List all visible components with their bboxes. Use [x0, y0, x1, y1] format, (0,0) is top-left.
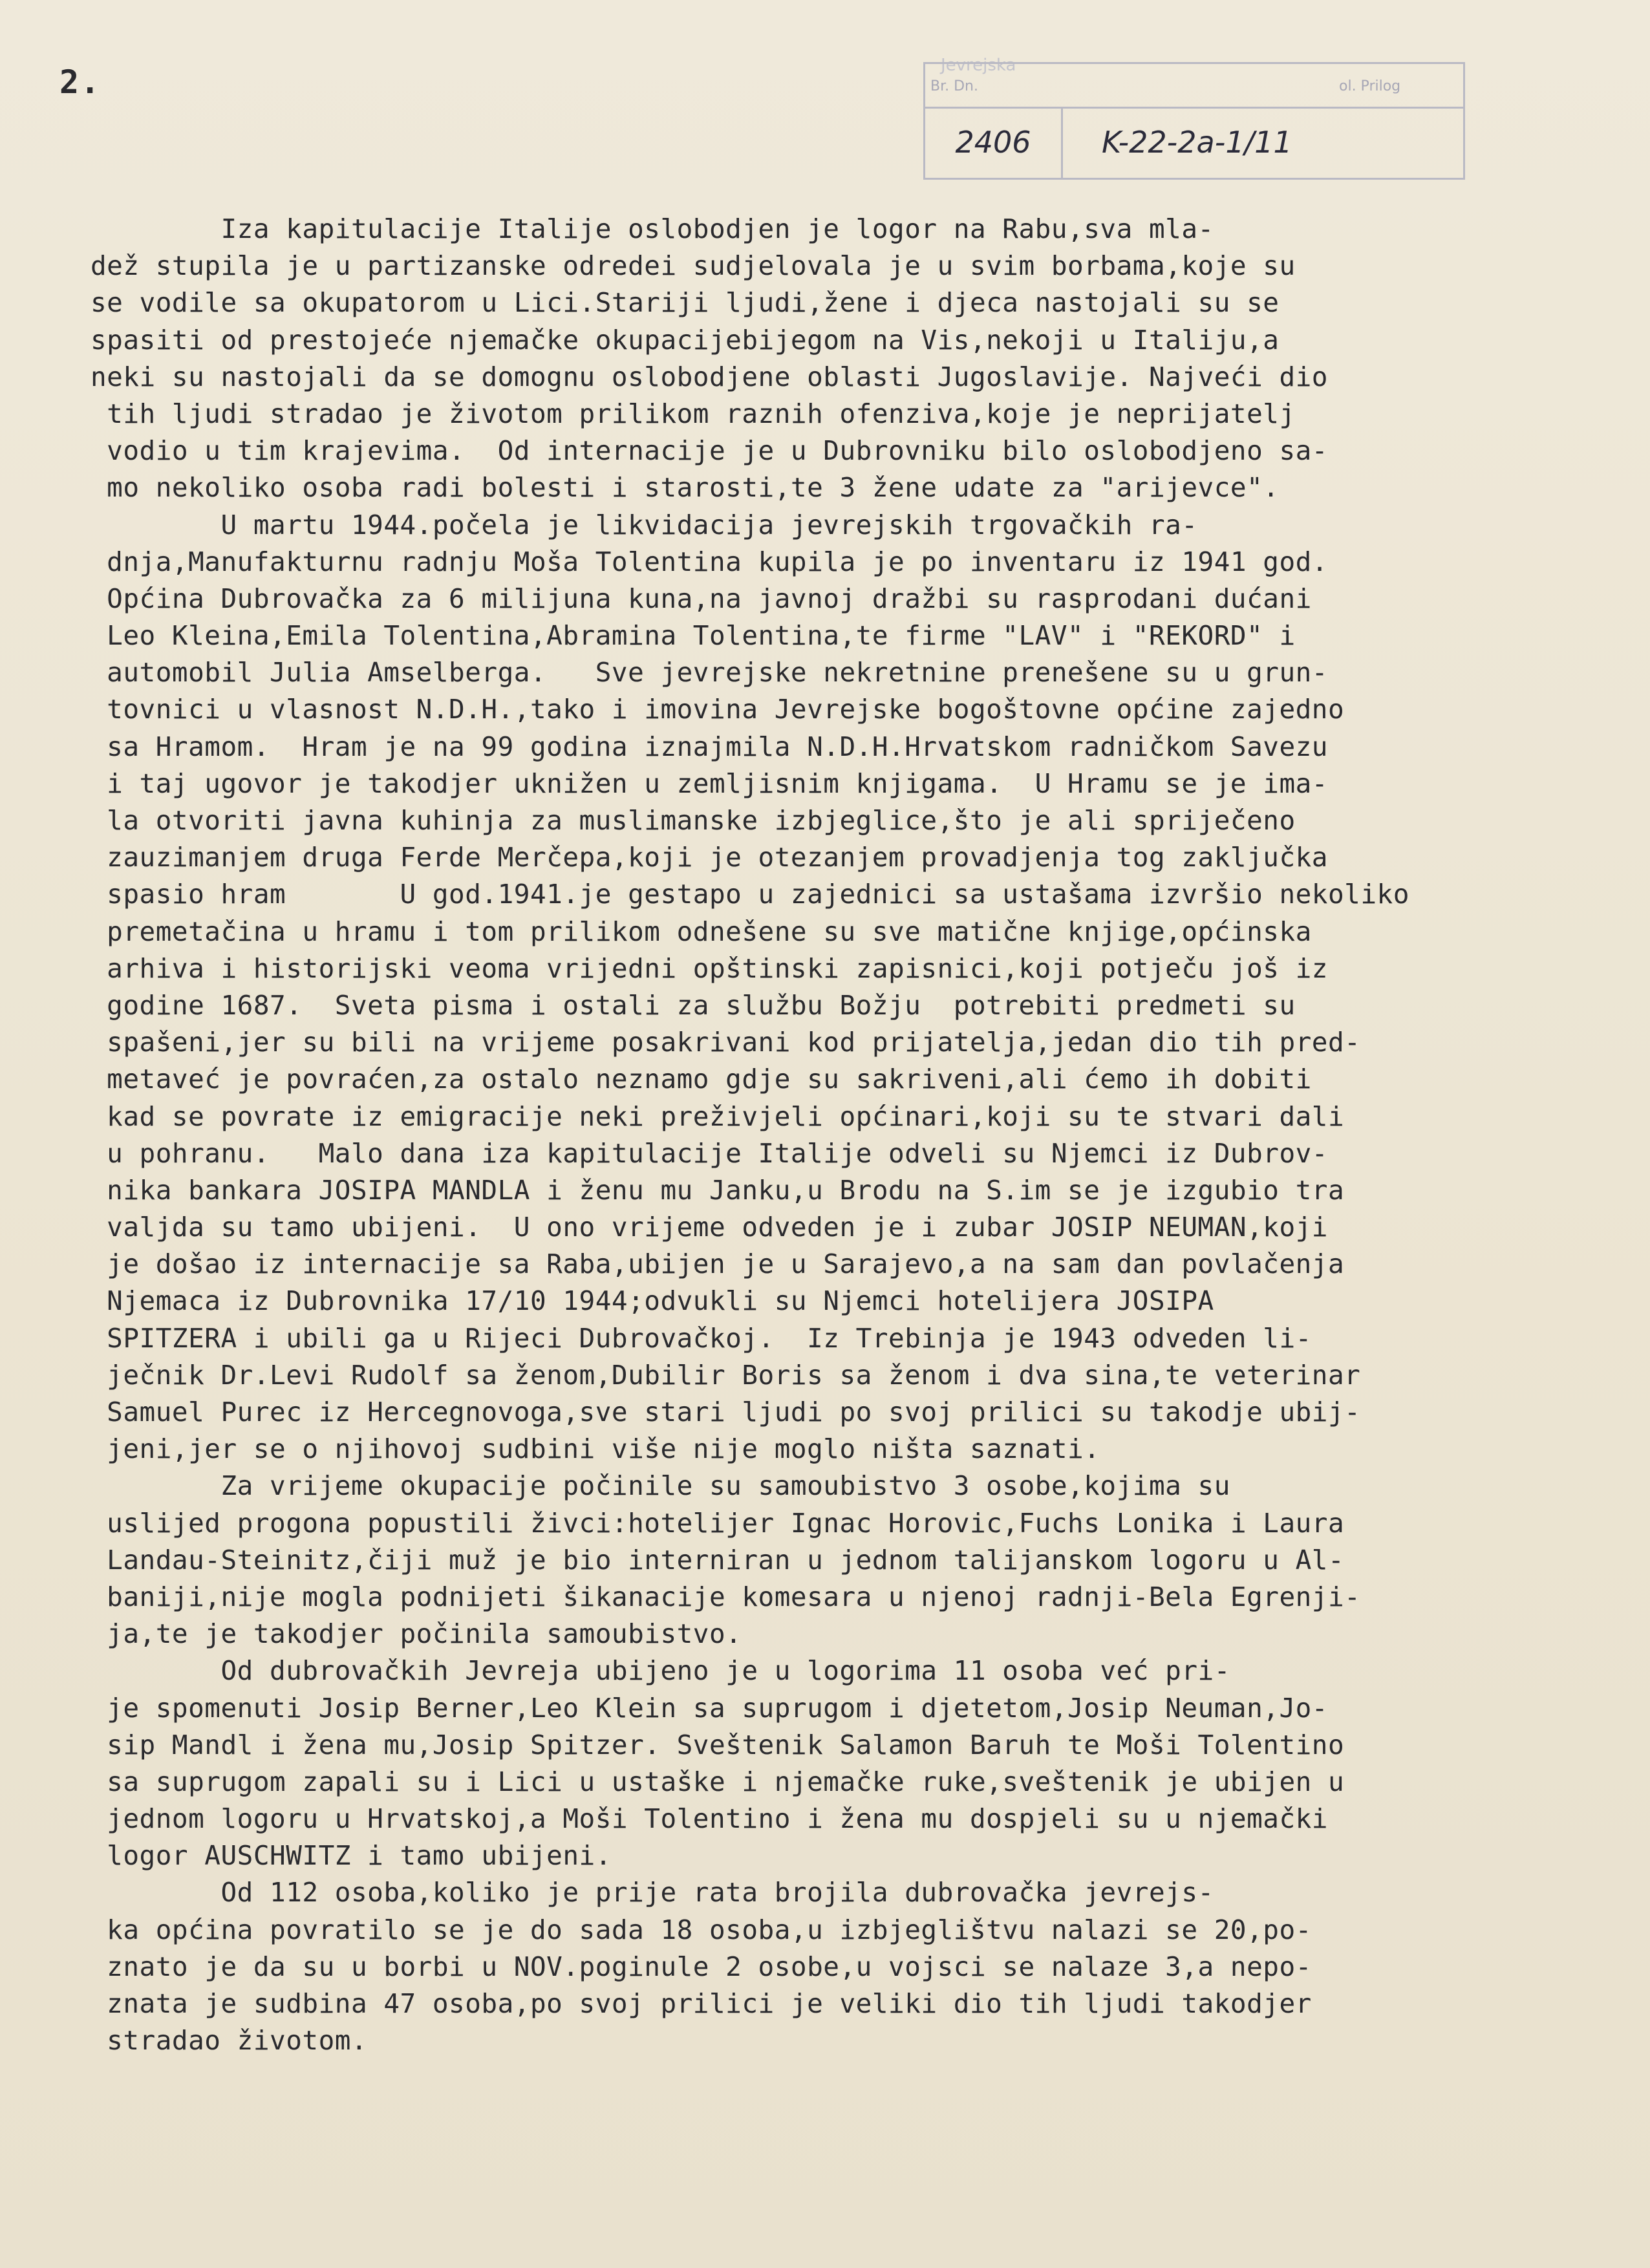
text-line: Za vrijeme okupacije počinile su samoubistvo 3 osobe,kojima su	[91, 1470, 1230, 1502]
text-line: kad se povrate iz emigracije neki preživjeli općinari,koji su te stvari dali	[91, 1100, 1345, 1132]
text-line: znato je da su u borbi u NOV.poginule 2 osobe,u vojsci se nalaze 3,a nepo-	[91, 1951, 1312, 1982]
text-line: vodio u tim krajevima. Od internacije je u Dubrovniku bilo oslobodjeno sa-	[91, 435, 1328, 467]
text-line: SPITZERA i ubili ga u Rijeci Dubrovačkoj. Iz Trebinja je 1943 odveden li-	[91, 1322, 1312, 1354]
text-line: neki su nastojali da se domognu oslobodjene oblasti Jugoslavije. Najveći dio	[91, 361, 1328, 392]
stamp-number-right: K-22-2a-1/11	[1102, 125, 1292, 160]
text-line: Njemaca iz Dubrovnika 17/10 1944;odvukli su Njemci hotelijera JOSIPA	[91, 1285, 1214, 1317]
text-line: spasio hram U god.1941.je gestapo u zajednici sa ustašama izvršio nekoliko	[91, 879, 1409, 910]
text-line: valjda su tamo ubijeni. U ono vrijeme odveden je i zubar JOSIP NEUMAN,koji	[91, 1212, 1328, 1243]
text-line: stradao životom.	[91, 2025, 368, 2057]
stamp-faded-header: Jevrejska	[941, 56, 1016, 75]
text-line: Leo Kleina,Emila Tolentina,Abramina Tolentina,te firme "LAV" i "REKORD" i	[91, 620, 1296, 652]
archive-stamp	[923, 62, 1465, 180]
stamp-header-row	[925, 64, 1463, 109]
text-line: uslijed progona popustili živci:hotelijer Ignac Horovic,Fuchs Lonika i Laura	[91, 1507, 1345, 1539]
text-line: Općina Dubrovačka za 6 milijuna kuna,na javnoj dražbi su rasprodani dućani	[91, 583, 1312, 614]
text-line: znata je sudbina 47 osoba,po svoj prilici je veliki dio tih ljudi takodjer	[91, 1988, 1312, 2019]
text-line: Od dubrovačkih Jevreja ubijeno je u logorima 11 osoba već pri-	[91, 1655, 1230, 1687]
text-line: dež stupila je u partizanske odredei sudjelovala je u svim borbama,koje su	[91, 250, 1296, 282]
text-line: godine 1687. Sveta pisma i ostali za službu Božju potrebiti predmeti su	[91, 989, 1296, 1021]
text-line: je spomenuti Josip Berner,Leo Klein sa suprugom i djetetom,Josip Neuman,Jo-	[91, 1692, 1328, 1724]
text-line: U martu 1944.počela je likvidacija jevrejskih trgovačkih ra-	[91, 509, 1198, 540]
text-line: Landau-Steinitz,čiji muž je bio interniran u jednom talijanskom logoru u Al-	[91, 1544, 1345, 1576]
text-line: logor AUSCHWITZ i tamo ubijeni.	[91, 1840, 612, 1872]
text-line: spasiti od prestojeće njemačke okupacijebijegom na Vis,nekoji u Italiju,a	[91, 324, 1280, 356]
stamp-label-right: ol. Prilog	[1339, 78, 1401, 94]
text-line: tovnici u vlasnost N.D.H.,tako i imovina Jevrejske bogoštovne općine zajedno	[91, 694, 1345, 725]
text-line: sip Mandl i žena mu,Josip Spitzer. Sveštenik Salamon Baruh te Moši Tolentino	[91, 1729, 1345, 1760]
text-line: jeni,jer se o njihovoj sudbini više nije moglo ništa saznati.	[91, 1433, 1100, 1465]
text-line: automobil Julia Amselberga. Sve jevrejske nekretnine prenešene su u grun-	[91, 657, 1328, 689]
stamp-label-left: Br. Dn.	[930, 78, 978, 94]
text-line: spašeni,jer su bili na vrijeme posakrivani kod prijatelja,jedan dio tih pred-	[91, 1027, 1361, 1058]
text-line: Samuel Purec iz Hercegnovoga,sve stari ljudi po svoj prilici su takodje ubij-	[91, 1396, 1361, 1428]
text-line: jednom logoru u Hrvatskoj,a Moši Tolentino i žena mu dospjeli su u njemački	[91, 1803, 1328, 1835]
text-line: Iza kapitulacije Italije oslobodjen je logor na Rabu,sva mla-	[91, 213, 1214, 244]
text-line: mo nekoliko osoba radi bolesti i starosti,te 3 žene udate za "arijevce".	[91, 472, 1280, 504]
text-line: ja,te je takodjer počinila samoubistvo.	[91, 1618, 742, 1650]
text-line: ka općina povratilo se je do sada 18 osoba,u izbjeglištvu nalazi se 20,po-	[91, 1914, 1312, 1945]
text-line: dnja,Manufakturnu radnju Moša Tolentina kupila je po inventaru iz 1941 god.	[91, 546, 1328, 577]
text-line: u pohranu. Malo dana iza kapitulacije Italije odveli su Njemci iz Dubrov-	[91, 1137, 1328, 1169]
text-line: Od 112 osoba,koliko je prije rata brojila dubrovačka jevrejs-	[91, 1877, 1214, 1909]
typewritten-body	[91, 211, 1578, 2059]
text-line: baniji,nije mogla podnijeti šikanacije komesara u njenoj radnji-Bela Egrenji-	[91, 1581, 1361, 1612]
text-line: se vodile sa okupatorom u Lici.Stariji ljudi,žene i djeca nastojali su se	[91, 287, 1280, 319]
text-line: ječnik Dr.Levi Rudolf sa ženom,Dubilir Boris sa ženom i dva sina,te veterinar	[91, 1359, 1361, 1391]
text-line: sa suprugom zapali su i Lici u ustaške i njemačke ruke,sveštenik je ubijen u	[91, 1766, 1345, 1797]
text-line: la otvoriti javna kuhinja za muslimanske izbjeglice,što je ali spriječeno	[91, 805, 1296, 836]
stamp-number-left: 2406	[925, 107, 1063, 178]
text-line: premetačina u hramu i tom prilikom odnešene su sve matične knjige,općinska	[91, 915, 1312, 947]
text-line: sa Hramom. Hram je na 99 godina iznajmila N.D.H.Hrvatskom radničkom Savezu	[91, 731, 1328, 762]
text-line: je došao iz internacije sa Raba,ubijen je u Sarajevo,a na sam dan povlačenja	[91, 1248, 1345, 1280]
text-line: zauzimanjem druga Ferde Merčepa,koji je otezanjem provadjenja tog zaključka	[91, 842, 1328, 873]
text-line: tih ljudi stradao je životom prilikom raznih ofenziva,koje je neprijatelj	[91, 398, 1296, 429]
text-line: i taj ugovor je takodjer uknižen u zemljisnim knjigama. U Hramu se je ima-	[91, 767, 1328, 799]
text-line: metaveć je povraćen,za ostalo neznamo gdje su sakriveni,ali ćemo ih dobiti	[91, 1064, 1312, 1095]
page-number: 2.	[59, 63, 102, 101]
text-line: arhiva i historijski veoma vrijedni opštinski zapisnici,koji potječu još iz	[91, 952, 1328, 984]
text-line: nika bankara JOSIPA MANDLA i ženu mu Janku,u Brodu na S.im se je izgubio tra	[91, 1174, 1345, 1206]
